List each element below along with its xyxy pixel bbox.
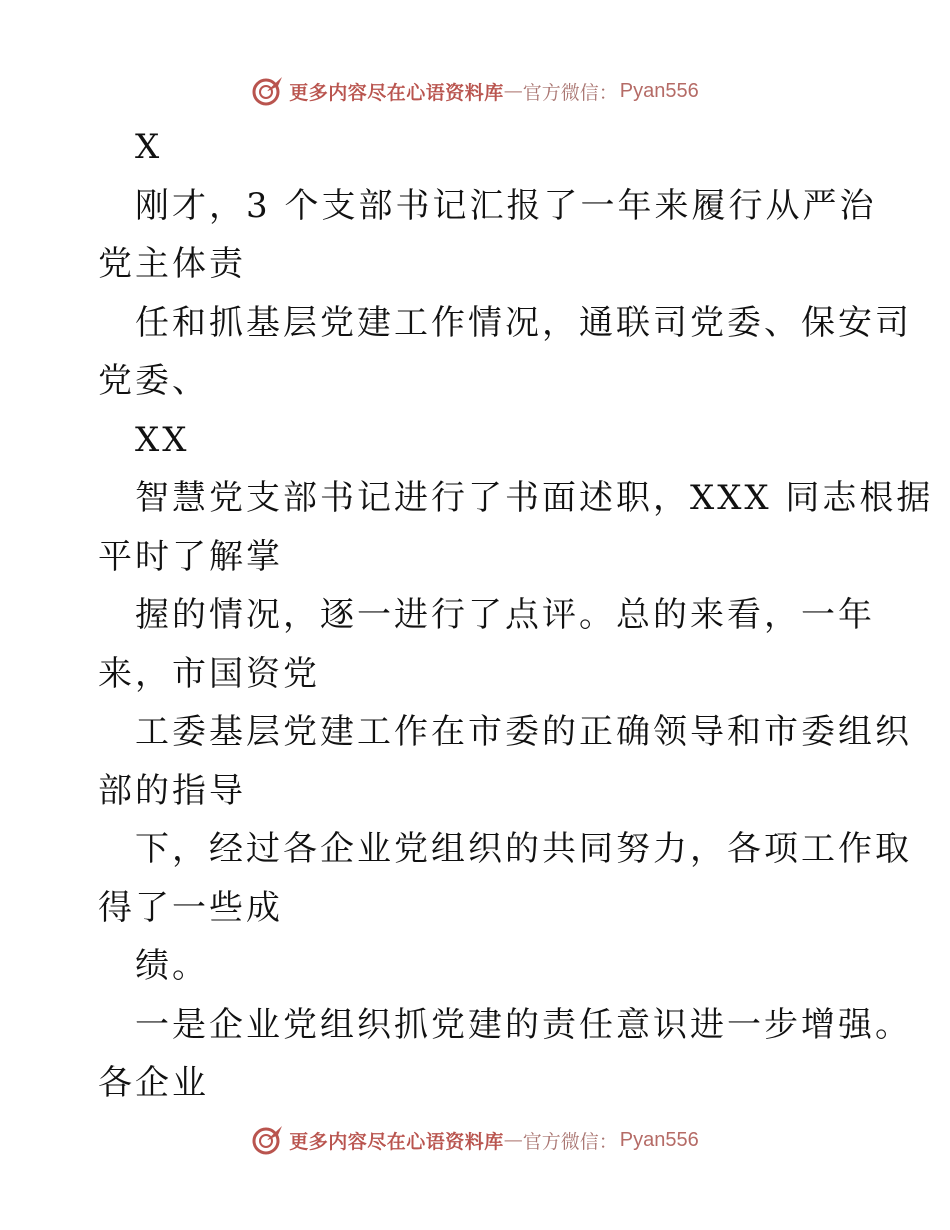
doc-line: 任和抓基层党建工作情况，通联司党委、保安司	[135, 303, 912, 343]
doc-line: 下，经过各企业党组织的共同努力，各项工作取	[135, 829, 912, 869]
header-banner	[0, 69, 950, 113]
banner-wechat-label: 官方微信：	[522, 81, 618, 104]
pen-nib-logo-icon	[251, 1123, 285, 1157]
doc-line: 部的指导	[98, 771, 246, 811]
doc-line: 党委、	[98, 361, 209, 401]
banner-separator: —	[503, 1129, 523, 1151]
doc-line: 一是企业党组织抓党建的责任意识进一步增强。	[135, 1005, 912, 1045]
banner-wechat-label: 官方微信：	[522, 1130, 618, 1153]
doc-line: 刚才，3 个支部书记汇报了一年来履行从严治	[135, 186, 877, 226]
doc-line: 党主体责	[98, 244, 246, 284]
doc-line: 工委基层党建工作在市委的正确领导和市委组织	[135, 712, 912, 752]
doc-line: 握的情况，逐一进行了点评。总的来看，一年	[135, 595, 875, 635]
banner-wechat-id: Pyan556	[619, 1128, 699, 1151]
doc-line: 得了一些成	[98, 888, 283, 928]
banner-title: 更多内容尽在心语资料库	[289, 81, 504, 104]
doc-line: 平时了解掌	[98, 537, 283, 577]
banner-separator: —	[503, 80, 523, 102]
doc-line: 绩。	[135, 946, 209, 986]
banner-wechat-id: Pyan556	[619, 79, 699, 102]
footer-banner	[0, 1118, 950, 1162]
doc-line: X	[135, 127, 163, 167]
banner-title: 更多内容尽在心语资料库	[289, 1130, 504, 1153]
doc-line: 各企业	[98, 1063, 209, 1103]
doc-line: 智慧党支部书记进行了书面述职，XXX 同志根据	[135, 478, 934, 518]
doc-line: 来，市国资党	[98, 654, 320, 694]
doc-line: XX	[135, 420, 190, 460]
pen-nib-logo-icon	[251, 74, 285, 108]
